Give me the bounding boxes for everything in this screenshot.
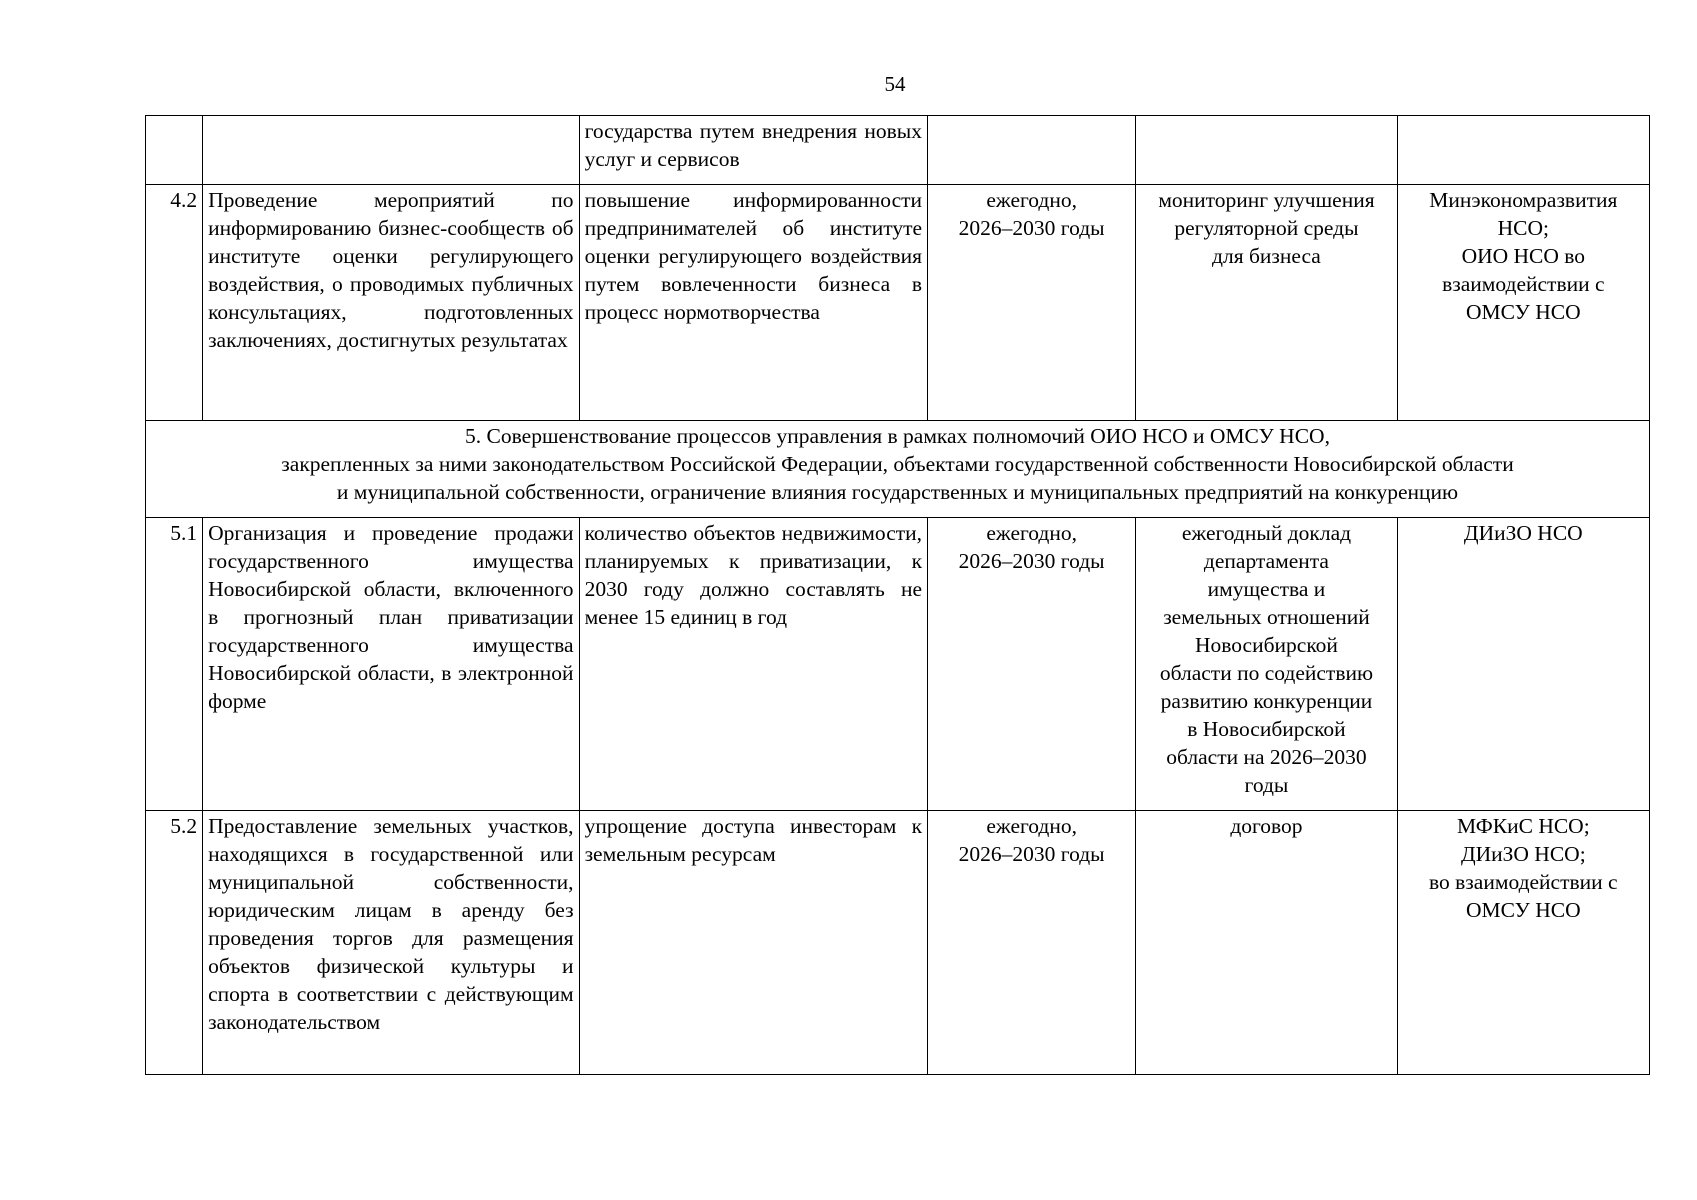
cell-deadline <box>928 518 1136 811</box>
responsible-line: во взаимодействии с <box>1429 870 1618 894</box>
document-line: земельных отношений <box>1163 605 1370 629</box>
deadline-line: 2026–2030 годы <box>958 216 1105 240</box>
document-line: области по содействию <box>1159 661 1374 685</box>
cell-result: количество объектов недвижимости, планируемых к приватизации, к 2030 году должно составлять не менее 15 единиц в год <box>579 518 927 811</box>
cell-result: государства путем внедрения новых услуг и сервисов <box>579 116 927 185</box>
responsible-line: Минэкономразвития <box>1429 188 1618 212</box>
cell-deadline <box>928 116 1136 185</box>
document-line: Новосибирской <box>1194 633 1338 657</box>
cell-deadline <box>928 811 1136 1075</box>
responsible-line: ОМСУ НСО <box>1465 300 1581 324</box>
document-line: мониторинг улучшения <box>1158 188 1375 212</box>
responsible-line: ДИиЗО НСО <box>1463 521 1583 545</box>
cell-result: упрощение доступа инвесторам к земельным ресурсам <box>579 811 927 1075</box>
cell-num: 4.2 <box>146 185 203 421</box>
table-row <box>146 185 1650 421</box>
section-5-title <box>146 421 1650 518</box>
deadline-line: ежегодно, <box>986 188 1077 212</box>
responsible-line: ОМСУ НСО <box>1465 898 1581 922</box>
responsible-line: НСО; <box>1497 216 1549 240</box>
cell-result: повышение информированности предпринимателей об институте оценки регулирующего воздействия путем вовлеченности бизнеса в процесс нормотворчества <box>579 185 927 421</box>
document-line: для бизнеса <box>1212 244 1321 268</box>
cell-num: 5.1 <box>146 518 203 811</box>
table-row <box>146 518 1650 811</box>
cell-document <box>1136 811 1397 1075</box>
document-line: области на 2026–2030 <box>1166 745 1367 769</box>
page-number: 54 <box>884 72 906 96</box>
section-5-line-2: закрепленных за ними законодательством Российской Федерации, объектами государственной собственности Новосибирской области <box>281 452 1514 476</box>
deadline-line: ежегодно, <box>986 814 1077 838</box>
cell-action: Предоставление земельных участков, находящихся в государственной или муниципальной собственности, юридическим лицам в аренду без проведения торгов для размещения объектов физической культуры и спорта в соответствии с действующим законодательством <box>203 811 580 1075</box>
cell-action: Организация и проведение продажи государственного имущества Новосибирской области, включенного в прогнозный план приватизации государственного имущества Новосибирской области, в электронной форме <box>203 518 580 811</box>
cell-responsible <box>1397 116 1649 185</box>
cell-responsible <box>1397 518 1649 811</box>
cell-action <box>203 116 580 185</box>
section-5-header-row <box>146 421 1650 518</box>
document-line: регуляторной среды <box>1174 216 1359 240</box>
cell-document <box>1136 116 1397 185</box>
document-line: договор <box>1230 814 1303 838</box>
cell-num: 5.2 <box>146 811 203 1075</box>
document-line: департамента <box>1203 549 1329 573</box>
measures-table <box>145 115 1650 1075</box>
deadline-line: ежегодно, <box>986 521 1077 545</box>
section-5-line-1: 5. Совершенствование процессов управления в рамках полномочий ОИО НСО и ОМСУ НСО, <box>465 424 1330 448</box>
cell-num <box>146 116 203 185</box>
table-row <box>146 811 1650 1075</box>
document-line: в Новосибирской <box>1187 717 1346 741</box>
cell-deadline <box>928 185 1136 421</box>
cell-responsible <box>1397 185 1649 421</box>
cell-document <box>1136 518 1397 811</box>
document-line: ежегодный доклад <box>1181 521 1352 545</box>
deadline-line: 2026–2030 годы <box>958 842 1105 866</box>
document-line: годы <box>1244 773 1289 797</box>
document-line: имущества и <box>1207 577 1326 601</box>
cell-responsible <box>1397 811 1649 1075</box>
document-line: развитию конкуренции <box>1160 689 1373 713</box>
deadline-line: 2026–2030 годы <box>958 549 1105 573</box>
responsible-line: ОИО НСО во <box>1461 244 1586 268</box>
continuation-row <box>146 116 1650 185</box>
cell-document <box>1136 185 1397 421</box>
responsible-line: МФКиС НСО; <box>1456 814 1590 838</box>
responsible-line: взаимодействии с <box>1442 272 1605 296</box>
section-5-line-3: и муниципальной собственности, ограничение влияния государственных и муниципальных предприятий на конкуренцию <box>336 480 1459 504</box>
cell-action: Проведение мероприятий по информированию бизнес-сообществ об институте оценки регулирующего воздействия, о проводимых публичных консультациях, подготовленных заключениях, достигнутых результатах <box>203 185 580 421</box>
responsible-line: ДИиЗО НСО; <box>1460 842 1586 866</box>
